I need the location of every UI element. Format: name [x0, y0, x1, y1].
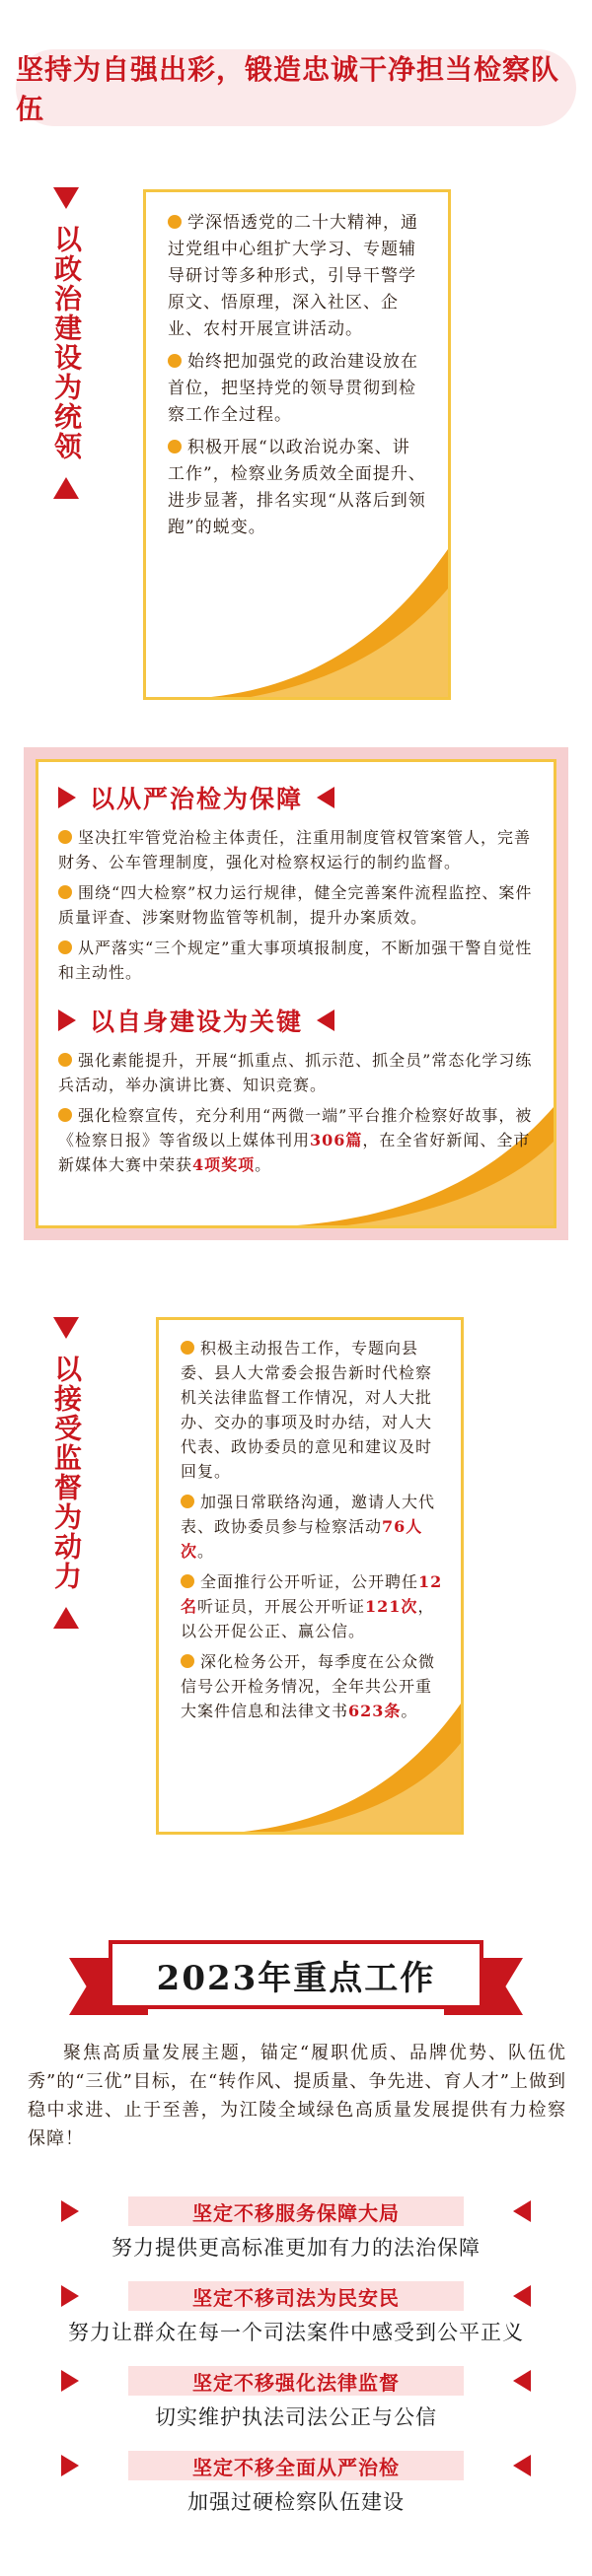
section1-card [143, 189, 451, 700]
section2-para: 强化检察宣传，充分利用“两微一端”平台推介检察好故事，被《检察日报》等省级以上媒体刊用306篇，在全省好新闻、全市新媒体大赛中荣获4项奖项。 [58, 1106, 533, 1174]
bullet-icon [58, 940, 72, 954]
goal-title: 坚定不移强化法律监督 [192, 2370, 400, 2395]
goal-item [0, 2281, 592, 2356]
keywork-title: 2023年重点工作 [156, 1958, 436, 1998]
section1-para: 学深悟透党的二十大精神，通过党组中心组扩大学习、专题辅导研讨等多种形式，引导干警学原文、悟原理，深入社区、企业、农村开展宣讲活动。 [168, 213, 418, 339]
section3-para: 加强日常联络沟通，邀请人大代表、政协委员参与检察活动76人次。 [181, 1493, 436, 1561]
keywork-intro: 聚焦高质量发展主题，锚定“履职优质、品牌优势、队伍优秀”的“三优”目标，在“转作风、提质量、争先进、育人才”上做到稳中求进、止于至善，为江陵全域绿色高质量发展提供有力检察保障！ [28, 2043, 566, 2149]
triangle-left-icon [317, 1010, 334, 1031]
section1-para: 积极开展“以政治说办案、讲工作”，检察业务质效全面提升、进步显著，排名实现“从落后到领跑”的蜕变。 [168, 438, 426, 537]
triangle-left-icon [317, 787, 334, 808]
bullet-icon [168, 354, 182, 368]
triangle-right-icon [58, 1010, 76, 1031]
bullet-icon [58, 830, 72, 844]
section2-heading-a: 以从严治检为保障 [90, 785, 304, 813]
section2-para: 围绕“四大检察”权力运行规律，健全完善案件流程监控、案件质量评查、涉案财物监管等机制，提升办案质效。 [58, 883, 533, 927]
section3-heading: 以接受监督为动力 [50, 1355, 83, 1591]
bullet-icon [181, 1574, 194, 1588]
goal-title-bar [128, 2451, 464, 2480]
section3-heading-column [49, 1317, 83, 1629]
bullet-icon [168, 215, 182, 229]
section2-heading-b-row [58, 1003, 554, 1038]
goal-title-bar [128, 2196, 464, 2226]
section2-background [24, 747, 568, 1240]
triangle-left-icon [513, 2370, 531, 2392]
section1-para: 始终把加强党的政治建设放在首位，把坚持党的领导贯彻到检察工作全过程。 [168, 352, 418, 425]
bullet-icon [181, 1654, 194, 1668]
section2-para: 坚决扛牢管党治检主体责任，注重用制度管权管案管人，完善财务、公车管理制度，强化对检察权运行的制约监督。 [58, 828, 532, 871]
bullet-icon [58, 1053, 72, 1067]
bullet-icon [181, 1341, 194, 1355]
section3-para: 全面推行公开听证，公开聘任12名听证员，开展公开听证121次，以公开促公正、赢公信。 [181, 1572, 443, 1640]
triangle-right-icon [61, 2285, 79, 2307]
section2-heading-a-row [58, 780, 554, 815]
section2-para: 从严落实“三个规定”重大事项填报制度，不断加强干警自觉性和主动性。 [58, 939, 533, 982]
goal-item [0, 2366, 592, 2441]
goal-item [0, 2451, 592, 2526]
triangle-down-icon [53, 187, 79, 209]
section2-para: 强化素能提升，开展“抓重点、抓示范、抓全员”常态化学习练兵活动，举办演讲比赛、知识竞赛。 [58, 1051, 533, 1094]
goal-item [0, 2196, 592, 2271]
section3-para: 积极主动报告工作，专题向县委、县人大常委会报告新时代检察机关法律监督工作情况，对人大批办、交办的事项及时办结，对人大代表、政协委员的意见和建议及时回复。 [181, 1339, 433, 1481]
triangle-left-icon [513, 2455, 531, 2476]
header-banner [16, 49, 576, 126]
triangle-up-icon [53, 477, 79, 499]
section3-card [156, 1317, 464, 1835]
keywork-title-box [109, 1940, 483, 2009]
bullet-icon [168, 440, 182, 453]
triangle-right-icon [61, 2370, 79, 2392]
page-curl-decoration [211, 549, 448, 697]
goal-subtitle: 努力提供更高标准更加有力的法治保障 [111, 2236, 481, 2260]
section3-para: 深化检务公开，每季度在公众微信号公开检务情况，全年共公开重大案件信息和法律文书623条。 [181, 1652, 436, 1720]
triangle-left-icon [513, 2200, 531, 2222]
triangle-right-icon [61, 2455, 79, 2476]
section1-heading-column [49, 187, 83, 499]
goal-subtitle: 切实维护执法司法公正与公信 [155, 2405, 437, 2429]
triangle-up-icon [53, 1607, 79, 1629]
bullet-icon [181, 1495, 194, 1508]
bullet-icon [58, 1108, 72, 1122]
goal-title-bar [128, 2281, 464, 2311]
triangle-left-icon [513, 2285, 531, 2307]
triangle-right-icon [58, 787, 76, 808]
goal-title: 坚定不移服务保障大局 [192, 2200, 400, 2225]
keywork-banner [69, 1940, 523, 2017]
goal-title: 坚定不移全面从严治检 [192, 2455, 400, 2479]
section2-card [36, 759, 556, 1228]
triangle-down-icon [53, 1317, 79, 1339]
goal-title-bar [128, 2366, 464, 2396]
bullet-icon [58, 885, 72, 899]
header-title: 坚持为自强出彩，锻造忠诚干净担当检察队伍 [16, 53, 560, 125]
section1-heading: 以政治建设为统领 [50, 225, 83, 461]
goal-subtitle: 加强过硬检察队伍建设 [187, 2490, 405, 2514]
goal-subtitle: 努力让群众在每一个司法案件中感受到公平正义 [68, 2321, 524, 2344]
goal-title: 坚定不移司法为民安民 [192, 2285, 400, 2310]
section2-heading-b: 以自身建设为关键 [90, 1008, 304, 1036]
triangle-right-icon [61, 2200, 79, 2222]
